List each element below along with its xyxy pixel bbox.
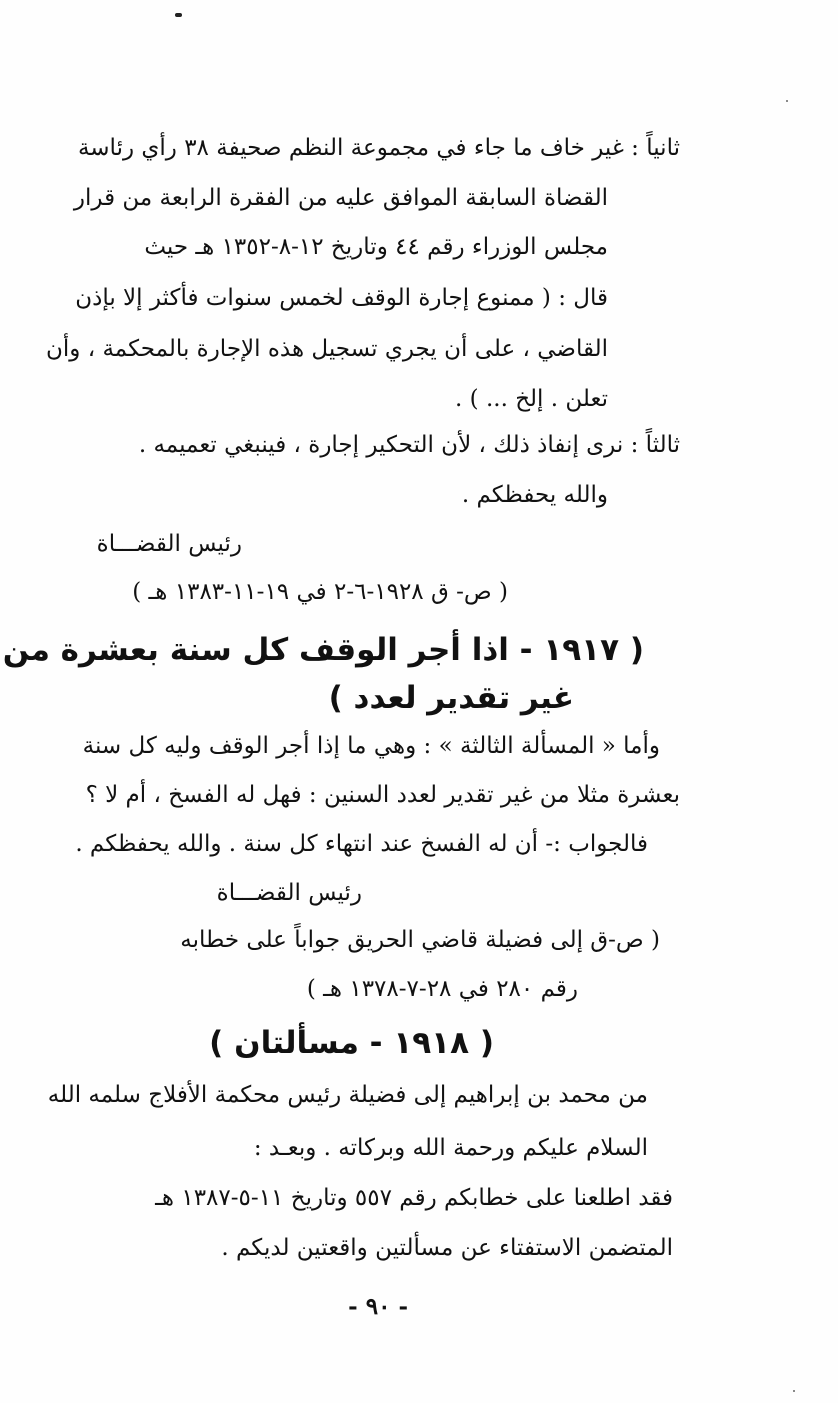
text-line: ثالثاً : نرى إنفاذ ذلك ، لأن التحكير إجارة ، فينبغي تعميمه . [138, 432, 680, 458]
ink-speck [793, 1390, 795, 1392]
ink-mark [175, 13, 182, 17]
reference-note: ( ص-ق إلى فضيلة قاضي الحريق جواباً على خطابه [180, 927, 660, 953]
text-line: فقد اطلعنا على خطابكم رقم ٥٥٧ وتاريخ ١١-٥-١٣٨٧ هـ [155, 1185, 673, 1211]
text-line: ثانياً : غير خاف ما جاء في مجموعة النظم صحيفة ٣٨ رأي رئاسة [77, 135, 680, 161]
signature: رئيس القضـــاة [96, 531, 242, 557]
text-line: والله يحفظكم . [461, 482, 608, 508]
section-heading: ( ١٩١٧ - اذا أجر الوقف كل سنة بعشرة من [2, 632, 644, 668]
text-line: المتضمن الاستفتاء عن مسألتين واقعتين لديكم . [221, 1235, 673, 1261]
section-heading: ( ١٩١٨ - مسألتان ) [209, 1025, 494, 1061]
section-heading: غير تقدير لعدد ) [328, 680, 574, 716]
text-line: مجلس الوزراء رقم ٤٤ وتاريخ ١٢-٨-١٣٥٢ هـ حيث [144, 234, 608, 260]
ink-speck [786, 100, 788, 102]
text-line: السلام عليكم ورحمة الله وبركاته . وبعـد : [253, 1135, 648, 1161]
text-line: من محمد بن إبراهيم إلى فضيلة رئيس محكمة الأفلاج سلمه الله [47, 1082, 648, 1108]
text-line: قال : ( ممنوع إجارة الوقف لخمس سنوات فأكثر إلا بإذن [75, 285, 608, 311]
reference-note: ( ص- ق ١٩٢٨-٦-٢ في ١٩-١١-١٣٨٣ هـ ) [132, 579, 508, 605]
text-line: فالجواب :- أن له الفسخ عند انتهاء كل سنة . والله يحفظكم . [75, 831, 648, 857]
reference-note: رقم ٢٨٠ في ٢٨-٧-١٣٧٨ هـ ) [306, 976, 578, 1002]
signature: رئيس القضـــاة [216, 880, 362, 906]
text-line: بعشرة مثلا من غير تقدير لعدد السنين : فهل له الفسخ ، أم لا ؟ [85, 782, 680, 808]
page-number: - ٩٠ - [348, 1293, 408, 1320]
text-line: تعلن . إلخ ... ) . [455, 386, 608, 412]
text-line: القضاة السابقة الموافق عليه من الفقرة الرابعة من قرار [73, 185, 608, 211]
text-line: القاضي ، على أن يجري تسجيل هذه الإجارة بالمحكمة ، وأن [46, 336, 608, 362]
text-line: وأما « المسألة الثالثة » : وهي ما إذا أجر الوقف وليه كل سنة [82, 733, 660, 759]
